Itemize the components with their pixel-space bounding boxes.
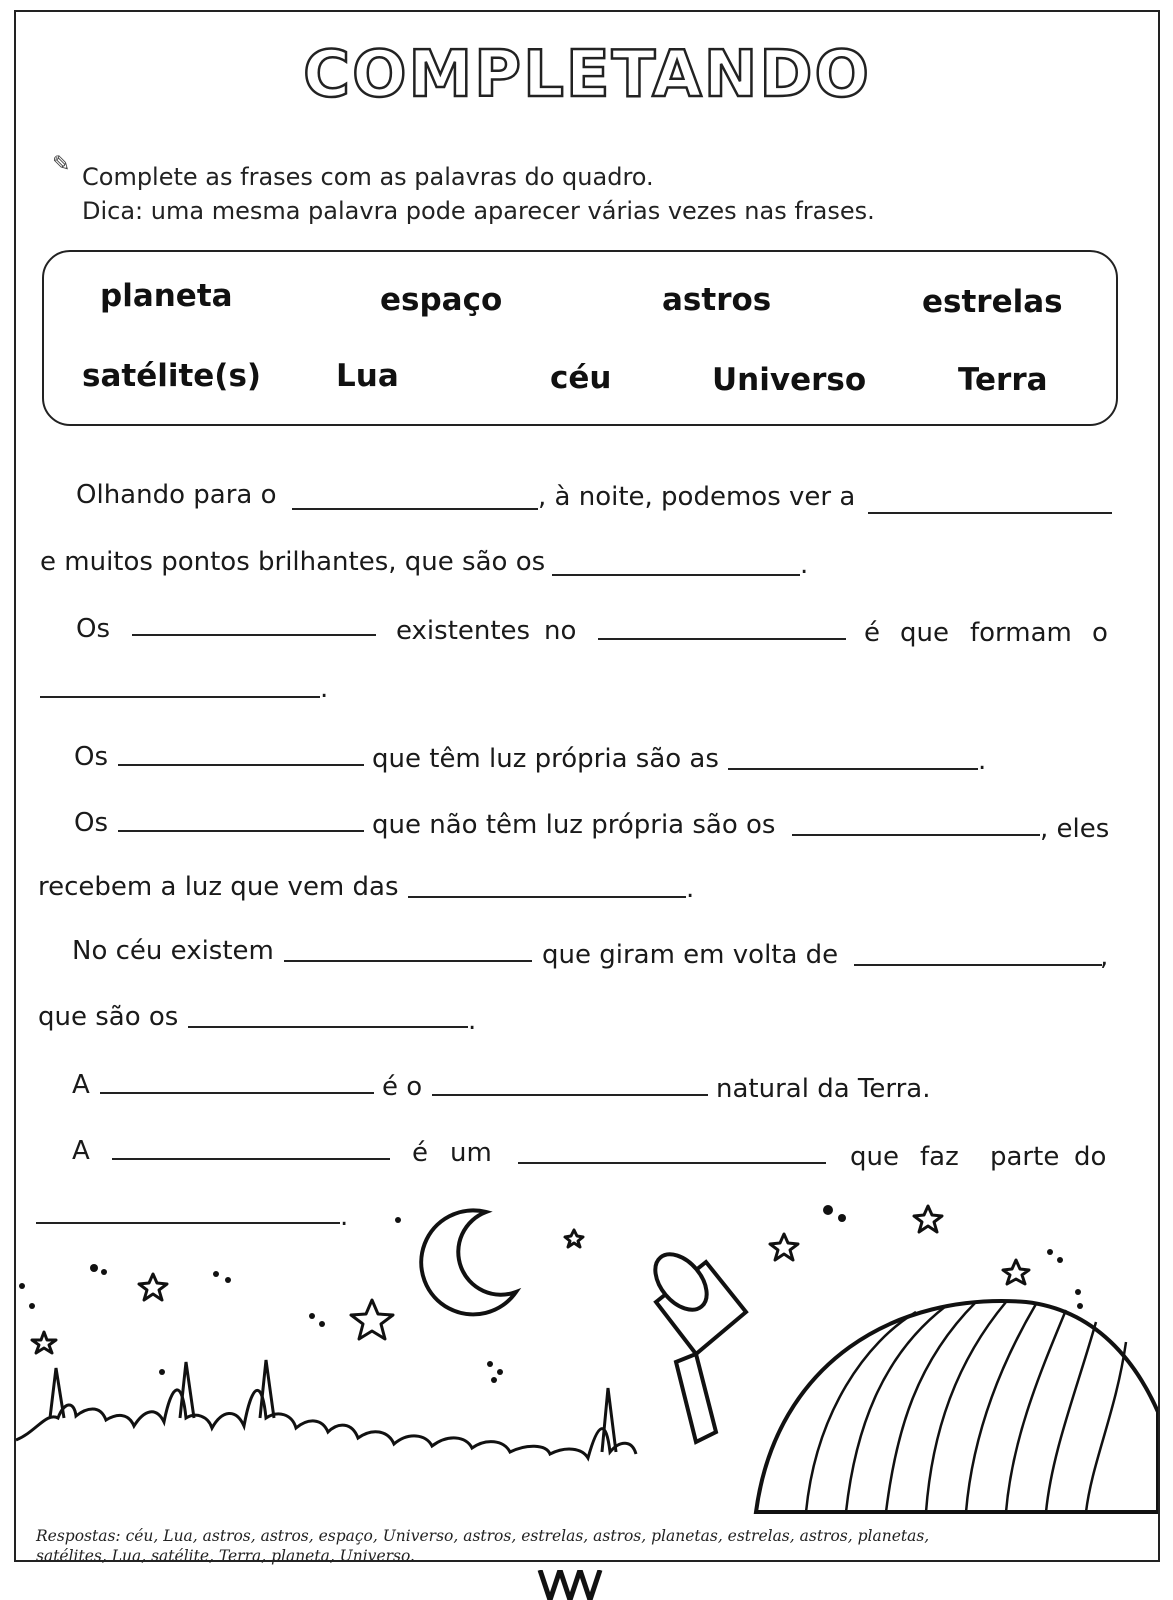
answer-blank[interactable] — [408, 896, 686, 898]
sentence-text: é — [864, 618, 880, 648]
sentence-text: que não têm luz própria são os — [372, 810, 776, 840]
sentence-text: , à noite, podemos ver a — [538, 482, 856, 512]
sentence-text: existentes — [396, 616, 531, 646]
sentence-text: Os — [76, 614, 111, 644]
answer-blank[interactable] — [112, 1158, 390, 1160]
sentence-text: no — [544, 616, 577, 646]
sentence-text: parte — [990, 1142, 1060, 1172]
sentence-text: um — [450, 1138, 492, 1168]
star-icon — [565, 1230, 583, 1247]
answer-blank[interactable] — [188, 1026, 468, 1028]
sentence-text: No céu existem — [72, 936, 274, 966]
answer-blank[interactable] — [432, 1094, 708, 1096]
decorative-mark-icon — [530, 1570, 610, 1600]
answer-blank[interactable] — [292, 508, 538, 510]
word-bank-item: Universo — [712, 362, 867, 398]
sentence-text: que têm luz própria são as — [372, 744, 719, 774]
sentence-text: . — [468, 1006, 477, 1036]
sentence-text: recebem a luz que vem das — [38, 872, 399, 902]
sentence-text: . — [340, 1202, 349, 1232]
word-bank-item: planeta — [100, 278, 233, 314]
sentence-text: e muitos pontos brilhantes, que são os — [40, 547, 546, 577]
telescope-icon — [645, 1245, 746, 1442]
sentence-text: do — [1074, 1142, 1107, 1172]
sentence-text: Os — [74, 808, 109, 838]
answer-blank[interactable] — [518, 1162, 826, 1164]
star-icon — [32, 1332, 56, 1353]
sentence-text: A — [72, 1136, 90, 1166]
instructions — [82, 160, 875, 228]
sentence-text: , eles — [1040, 814, 1110, 844]
sentence-text: formam — [970, 618, 1072, 648]
sentence-text: A — [72, 1070, 90, 1100]
word-bank-item: Lua — [336, 358, 399, 394]
instruction-line-2: Dica: uma mesma palavra pode aparecer várias vezes nas frases. — [82, 197, 875, 225]
star-icon — [770, 1234, 798, 1260]
star-icon — [1003, 1260, 1029, 1284]
answer-blank[interactable] — [284, 960, 532, 962]
pencil-icon: ✎ — [52, 152, 71, 177]
word-bank-item: astros — [662, 282, 772, 318]
page-title: COMPLETANDO — [303, 38, 871, 112]
sentence-text: , — [1100, 942, 1109, 972]
word-bank-item: satélite(s) — [82, 358, 262, 394]
worksheet — [14, 10, 1160, 1565]
sentence-text: . — [978, 746, 987, 776]
answer-blank[interactable] — [100, 1092, 374, 1094]
word-bank-item: espaço — [380, 282, 503, 318]
answer-blank[interactable] — [118, 764, 364, 766]
answer-blank[interactable] — [854, 964, 1102, 966]
answer-blank[interactable] — [40, 696, 320, 698]
answer-blank[interactable] — [792, 834, 1040, 836]
star-icon — [351, 1300, 393, 1339]
answer-blank[interactable] — [118, 830, 364, 832]
sentence-text: faz — [920, 1142, 959, 1172]
sentence-text: é o — [382, 1072, 423, 1102]
sentence-text: é — [412, 1138, 428, 1168]
sentence-text: o — [1092, 618, 1108, 648]
instruction-line-1: Complete as frases com as palavras do quadro. — [82, 163, 654, 191]
sentence-text: que — [900, 618, 949, 648]
answer-key-line-2: satélites, Lua, satélite, Terra, planeta, Universo. — [36, 1547, 415, 1565]
answer-blank[interactable] — [132, 634, 376, 636]
star-icon — [914, 1206, 942, 1232]
star-icon — [139, 1274, 167, 1300]
word-bank-box — [42, 250, 1118, 426]
sentence-text: natural da Terra. — [716, 1074, 931, 1104]
sentence-text: que são os — [38, 1002, 179, 1032]
moon-icon — [421, 1210, 516, 1314]
sentence-text: que giram em volta de — [542, 940, 839, 970]
word-bank-item: estrelas — [922, 284, 1063, 320]
sentence-text: . — [320, 674, 329, 704]
sentence-text: Os — [74, 742, 109, 772]
sentence-text: que — [850, 1142, 899, 1172]
answer-blank[interactable] — [552, 574, 800, 576]
observatory-dome — [756, 1301, 1158, 1512]
answer-key — [36, 1526, 1136, 1566]
answer-blank[interactable] — [868, 512, 1112, 514]
night-sky-illustration — [16, 1182, 1158, 1522]
answer-key-line-1: Respostas: céu, Lua, astros, astros, espaço, Universo, astros, estrelas, astros, planetas, estrelas, astros, planetas, — [36, 1527, 930, 1545]
answer-blank[interactable] — [728, 768, 978, 770]
sentence-text: . — [800, 550, 809, 580]
word-bank-item: Terra — [958, 362, 1048, 398]
sentence-text: Olhando para o — [76, 480, 277, 510]
word-bank-item: céu — [550, 360, 612, 396]
sentence-text: . — [686, 874, 695, 904]
answer-blank[interactable] — [598, 638, 846, 640]
